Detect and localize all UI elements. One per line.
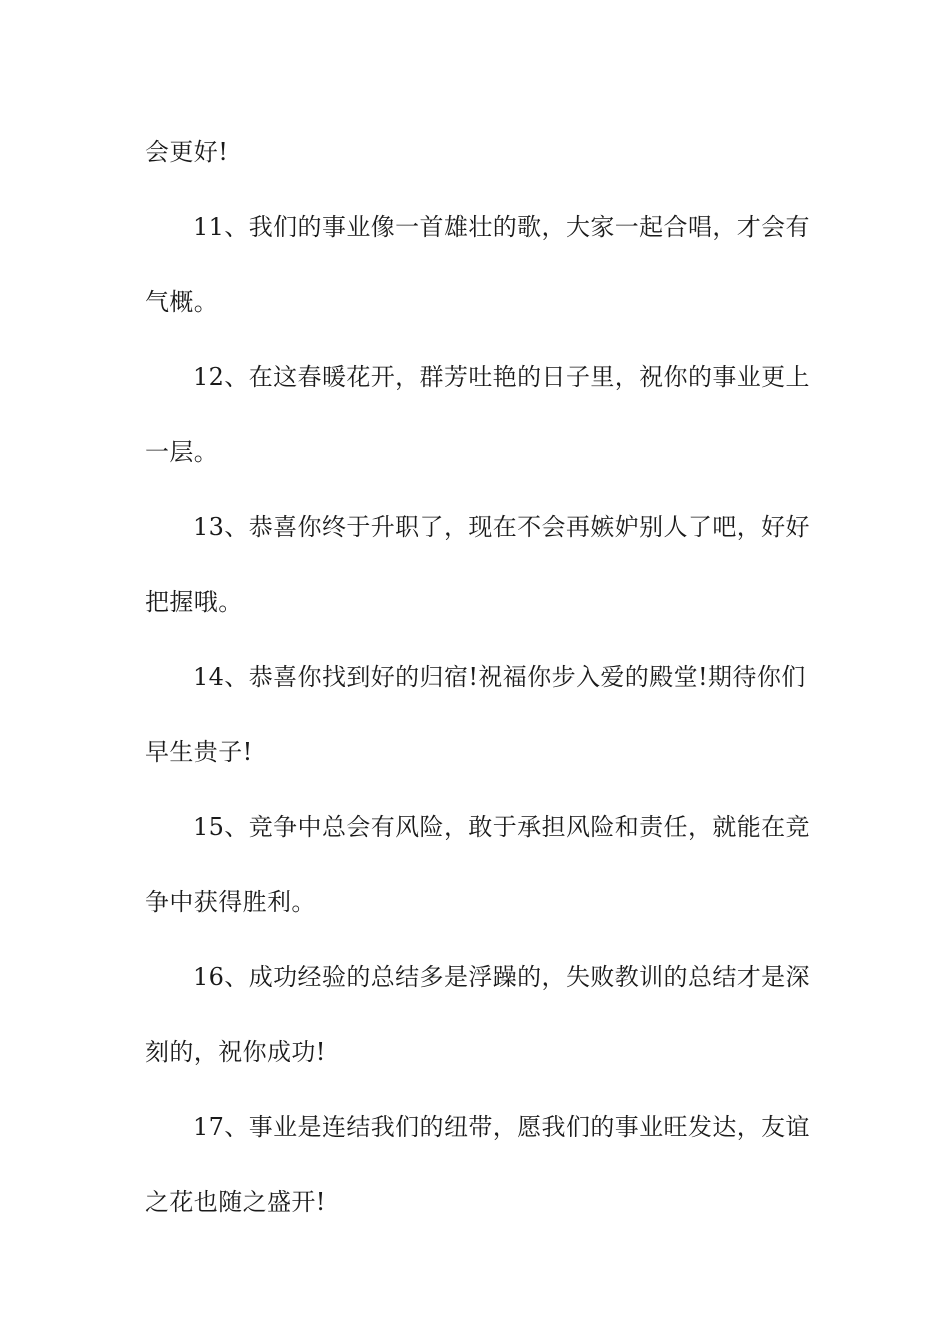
- paragraph-line: 15、竞争中总会有风险，敢于承担风险和责任，就能在竞: [193, 813, 810, 841]
- paragraph-line: 16、成功经验的总结多是浮躁的，失败教训的总结才是深: [193, 963, 810, 991]
- paragraph-line: 早生贵子!: [145, 738, 253, 766]
- paragraph-line: 14、恭喜你找到好的归宿!祝福你步入爱的殿堂!期待你们: [193, 663, 806, 691]
- paragraph-line: 把握哦。: [145, 588, 243, 616]
- paragraph-line: 13、恭喜你终于升职了，现在不会再嫉妒别人了吧，好好: [193, 513, 810, 541]
- paragraph-line: 一层。: [145, 438, 219, 466]
- paragraph-line: 12、在这春暖花开，群芳吐艳的日子里，祝你的事业更上: [193, 363, 810, 391]
- paragraph-line: 气概。: [145, 288, 219, 316]
- paragraph-line: 11、我们的事业像一首雄壮的歌，大家一起合唱，才会有: [193, 213, 810, 241]
- paragraph-line: 之花也随之盛开!: [145, 1188, 326, 1216]
- paragraph-line: 17、事业是连结我们的纽带，愿我们的事业旺发达，友谊: [193, 1113, 810, 1141]
- paragraph-line: 会更好!: [145, 138, 229, 166]
- paragraph-line: 争中获得胜利。: [145, 888, 316, 916]
- paragraph-line: 刻的，祝你成功!: [145, 1038, 326, 1066]
